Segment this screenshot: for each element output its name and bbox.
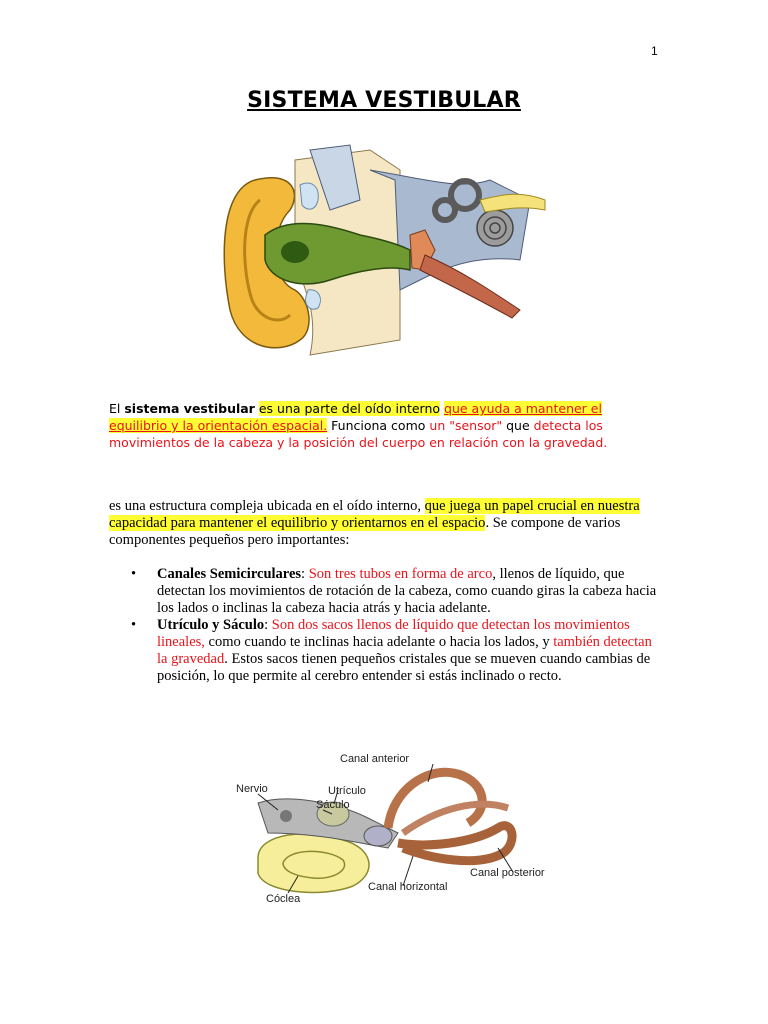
utriculo-text-1: como cuando te inclinas hacia adelante o hacia los lados, y bbox=[204, 634, 554, 650]
structure-text-2: . Se compone de varios componentes pequeños pero importantes: bbox=[109, 515, 621, 548]
intro-highlight-2: que ayuda a mantener el equilibrio y la orientación espacial. bbox=[109, 401, 602, 433]
structure-text-1: es una estructura compleja ubicada en el oído interno, bbox=[109, 498, 425, 514]
term-colon: : bbox=[264, 617, 272, 633]
structure-paragraph bbox=[109, 498, 654, 549]
structure-highlight: que juega un papel crucial en nuestra capacidad para mantener el equilibrio y orientarnos en el espacio bbox=[109, 498, 640, 531]
page-title: SISTEMA VESTIBULAR bbox=[247, 88, 521, 113]
intro-red-1: un "sensor" bbox=[429, 418, 503, 433]
label-utriculo: Utrículo bbox=[328, 785, 366, 797]
label-coclea: Cóclea bbox=[266, 893, 301, 905]
ear-anatomy-illustration bbox=[200, 140, 565, 370]
components-list bbox=[109, 566, 664, 685]
term-colon: : bbox=[301, 566, 309, 582]
intro-term: sistema vestibular bbox=[124, 401, 255, 416]
bullet-icon: • bbox=[131, 617, 137, 633]
term-utriculo-saculo: Utrículo y Sáculo bbox=[157, 617, 265, 633]
page-number: 1 bbox=[651, 44, 658, 58]
vestibular-apparatus-diagram bbox=[228, 748, 574, 908]
utriculo-red-text-1: Son dos sacos llenos de líquido que detectan los movimientos lineales, bbox=[157, 617, 630, 650]
label-nervio: Nervio bbox=[236, 783, 268, 795]
intro-paragraph bbox=[109, 400, 664, 451]
list-item-canales bbox=[109, 566, 664, 617]
label-canal-posterior: Canal posterior bbox=[470, 867, 545, 879]
intro-highlight-1: es una parte del oído interno bbox=[258, 401, 441, 416]
term-canales: Canales Semicirculares bbox=[157, 566, 302, 582]
utriculo-red-text-2: también detectan la gravedad bbox=[157, 634, 652, 667]
canales-red-text: Son tres tubos en forma de arco bbox=[308, 566, 493, 582]
label-canal-horizontal: Canal horizontal bbox=[368, 881, 448, 893]
label-saculo: Sáculo bbox=[316, 799, 350, 811]
label-canal-anterior: Canal anterior bbox=[340, 753, 410, 765]
list-item-utriculo-saculo bbox=[109, 617, 664, 685]
intro-text-1: El bbox=[109, 401, 125, 416]
intro-text-3: que bbox=[502, 418, 534, 433]
bullet-icon: • bbox=[131, 566, 137, 582]
canales-text: , llenos de líquido, que detectan los movimientos de rotación de la cabeza, como cuando giras la cabeza hacia los lados o inclinas la cabeza hacia atrás y hacia adelante. bbox=[157, 566, 657, 616]
intro-text-2: Funciona como bbox=[327, 418, 430, 433]
utriculo-text-2: . Estos sacos tienen pequeños cristales que se mueven cuando cambias de posición, lo que permite al cerebro entender si estás inclinado o recto. bbox=[157, 651, 651, 684]
intro-red-2: detecta los movimientos de la cabeza y la posición del cuerpo en relación con la gravedad. bbox=[109, 418, 608, 450]
